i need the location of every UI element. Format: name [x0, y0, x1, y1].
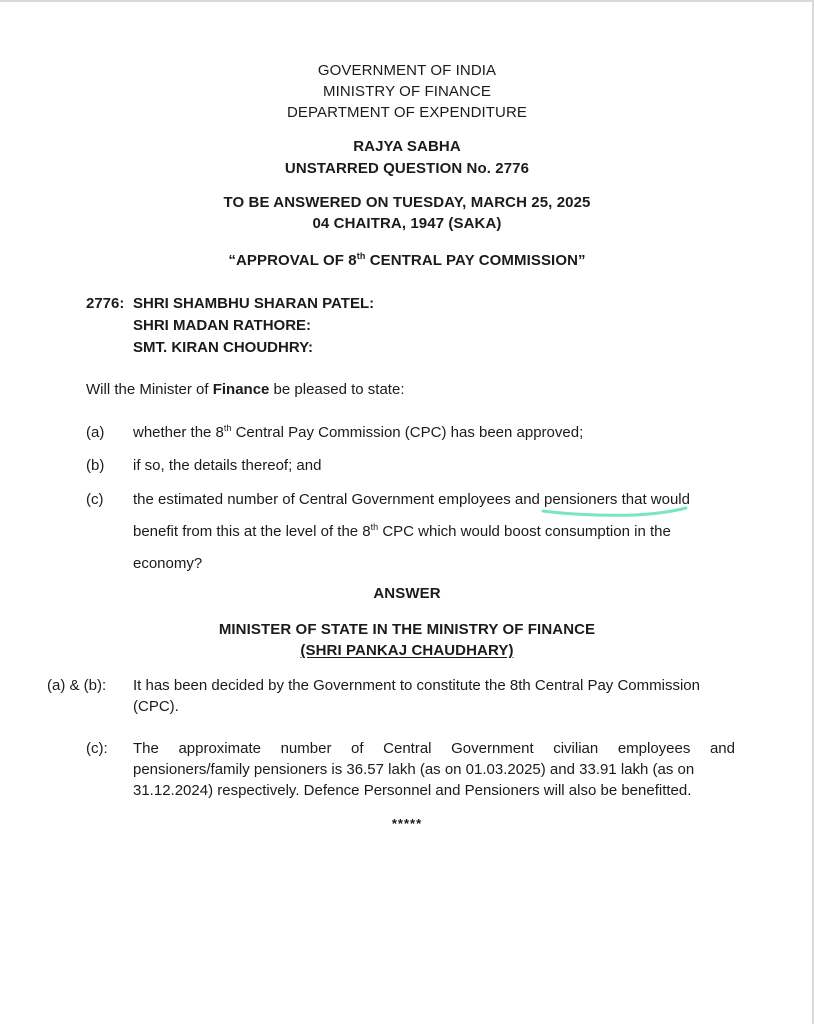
answer-c-line-1: The approximate number of Central Government civilian employees and	[133, 740, 735, 757]
saka-date: 04 CHAITRA, 1947 (SAKA)	[312, 215, 502, 232]
asker-name: SHRI SHAMBHU SHARAN PATEL:	[133, 295, 375, 312]
subject-superscript: th	[356, 251, 366, 261]
header-department: DEPARTMENT OF EXPENDITURE	[286, 104, 528, 121]
intro-text-post: be pleased to state:	[269, 381, 405, 398]
question-a-text	[133, 424, 583, 441]
minister-title: MINISTER OF STATE IN THE MINISTRY OF FINANCE	[218, 621, 596, 638]
question-c-line-2-pre: benefit from this at the level of the 8	[133, 523, 371, 540]
intro-text-pre: Will the Minister of	[86, 381, 213, 398]
question-a-text-post: Central Pay Commission (CPC) has been approved;	[231, 424, 584, 441]
question-b-text: if so, the details thereof; and	[133, 457, 322, 474]
answer-c-label: (c):	[86, 740, 108, 757]
question-number: UNSTARRED QUESTION No. 2776	[284, 160, 530, 177]
answer-ab-label: (a) & (b):	[47, 677, 107, 694]
answer-heading: ANSWER	[373, 585, 441, 602]
question-subject	[0, 252, 814, 269]
minister-name	[0, 642, 814, 659]
highlight-underline-mark	[540, 500, 690, 520]
minister-name-underlined: (SHRI PANKAJ CHAUDHARY)	[300, 642, 514, 659]
question-c-label: (c)	[86, 491, 104, 508]
answer-c-line-2: pensioners/family pensioners is 36.57 lakh (as on 01.03.2025) and 33.91 lakh (as on	[133, 761, 695, 778]
answer-ab-line-1: It has been decided by the Government to constitute the 8th Central Pay Commission	[133, 677, 700, 694]
asker-name: SMT. KIRAN CHOUDHRY:	[133, 339, 313, 356]
question-c-line-2	[133, 523, 671, 540]
question-intro	[86, 381, 405, 398]
question-b-label: (b)	[86, 457, 105, 474]
question-c-line-3: economy?	[133, 555, 203, 572]
question-c-line-2-post: CPC which would boost consumption in the	[378, 523, 671, 540]
question-c-line-1: the estimated number of Central Government employees and pensioners that would	[133, 491, 690, 508]
question-c-superscript: th	[370, 522, 379, 532]
header-government: GOVERNMENT OF INDIA	[317, 62, 497, 79]
house-name: RAJYA SABHA	[353, 138, 461, 155]
answer-date: TO BE ANSWERED ON TUESDAY, MARCH 25, 2025	[223, 194, 591, 211]
answer-c-line-3: 31.12.2024) respectively. Defence Personnel and Pensioners will also be benefitted.	[133, 782, 692, 799]
asker-name: SHRI MADAN RATHORE:	[133, 317, 312, 334]
header-ministry: MINISTRY OF FINANCE	[322, 83, 492, 100]
subject-text-pre: “APPROVAL OF 8	[228, 252, 357, 269]
answer-ab-line-2: (CPC).	[133, 698, 179, 715]
question-a-text-pre: whether the 8	[133, 424, 224, 441]
question-ref-number: 2776:	[86, 295, 125, 312]
question-a-superscript: th	[223, 423, 232, 433]
intro-ministry-bold: Finance	[212, 381, 270, 398]
question-a-label: (a)	[86, 424, 105, 441]
end-of-document-mark: *****	[391, 816, 423, 831]
subject-text-post: CENTRAL PAY COMMISSION”	[365, 252, 586, 269]
